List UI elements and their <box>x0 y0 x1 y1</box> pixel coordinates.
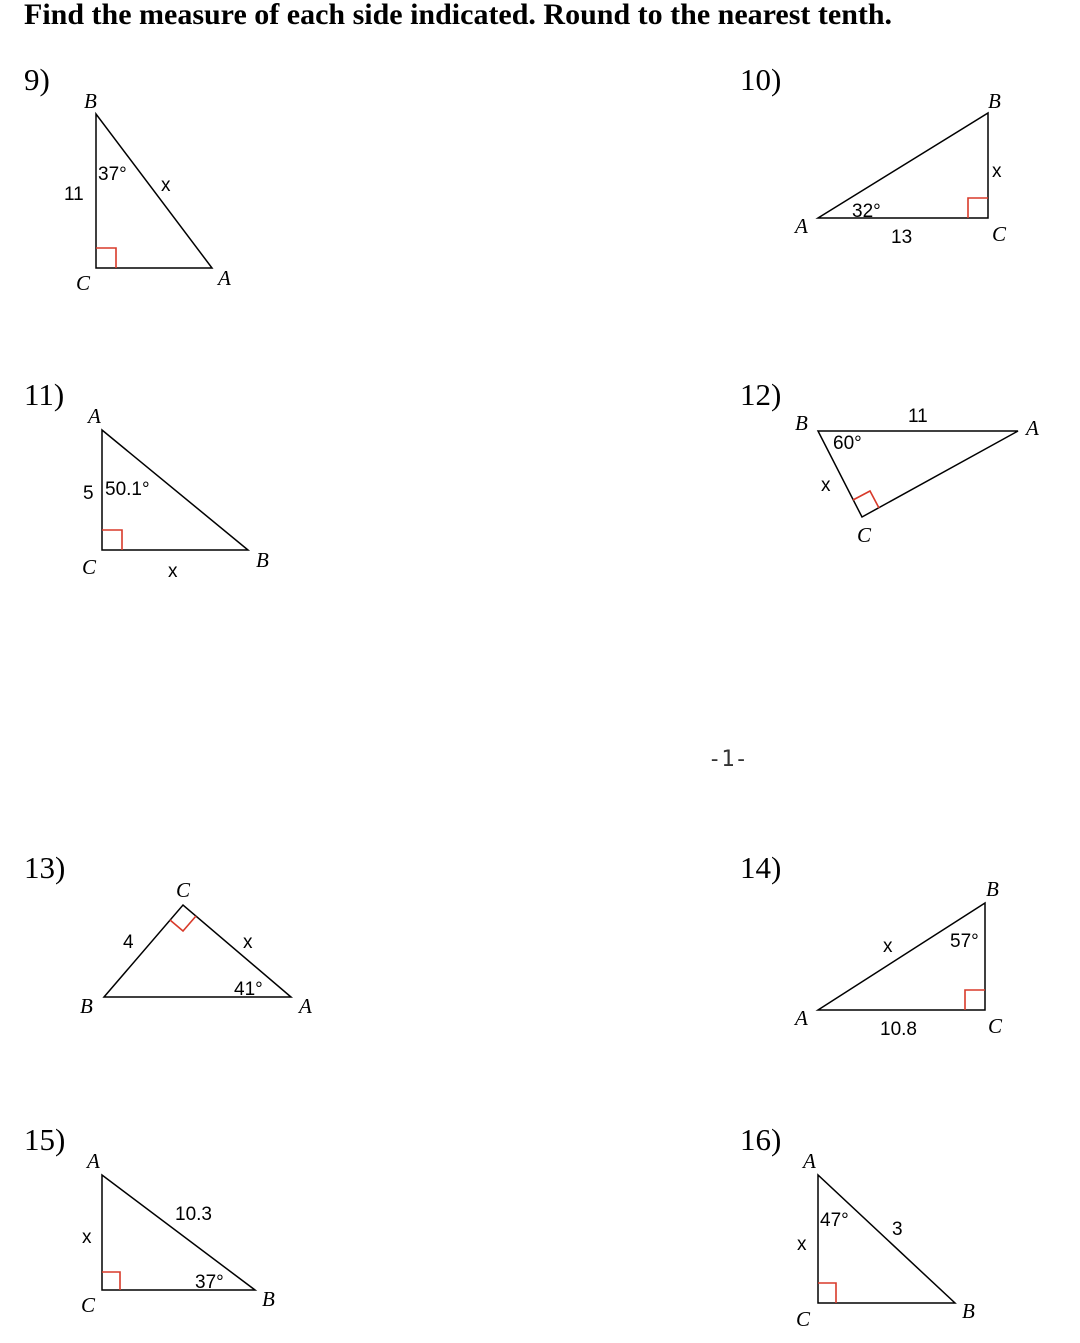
vertex-label: B <box>256 548 269 572</box>
right-angle-marker <box>965 990 985 1010</box>
vertex-label: A <box>87 1149 100 1173</box>
vertex-label: A <box>803 1149 816 1173</box>
problem-16-number: 16) <box>740 1122 782 1157</box>
right-angle-marker <box>818 1283 836 1303</box>
triangle-11 <box>82 404 269 582</box>
vertex-label: A <box>795 214 808 238</box>
given-angle-label: 41° <box>234 979 263 1000</box>
unknown-side-label: x <box>992 161 1002 182</box>
vertex-label: A <box>218 266 231 290</box>
unknown-side-label: x <box>82 1227 92 1248</box>
triangle-14 <box>793 877 1003 1040</box>
given-angle-label: 37° <box>195 1272 224 1293</box>
right-angle-marker <box>170 916 196 931</box>
triangle-9-outline <box>96 114 212 268</box>
triangle-14-outline <box>818 903 985 1010</box>
triangle-15-outline <box>102 1175 255 1290</box>
triangle-9 <box>64 89 231 295</box>
vertex-label: B <box>795 411 808 435</box>
vertex-label: C <box>988 1014 1003 1038</box>
given-angle-label: 57° <box>950 931 979 952</box>
instructions-heading: Find the measure of each side indicated. Round to the nearest tenth. <box>24 0 893 31</box>
vertex-label: A <box>1026 416 1039 440</box>
right-angle-marker <box>968 198 988 218</box>
problem-13-number: 13) <box>24 850 66 885</box>
vertex-label: B <box>988 89 1001 113</box>
vertex-label: B <box>80 994 93 1018</box>
triangle-10-outline <box>818 113 988 218</box>
given-side-label: 13 <box>891 227 913 248</box>
vertex-label: C <box>176 878 191 902</box>
given-side-label: 11 <box>908 406 928 427</box>
problem-10-number: 10) <box>740 62 782 97</box>
triangle-15 <box>81 1149 275 1317</box>
triangle-10 <box>793 89 1007 248</box>
right-angle-marker <box>102 1272 120 1290</box>
right-angle-marker <box>102 530 122 550</box>
right-angle-marker <box>96 248 116 268</box>
given-side-label: 10.3 <box>175 1204 212 1225</box>
vertex-label: C <box>992 222 1007 246</box>
given-side-label: 5 <box>83 483 94 504</box>
vertex-label: A <box>299 994 312 1018</box>
unknown-side-label: x <box>161 175 171 196</box>
vertex-label: C <box>81 1293 96 1317</box>
given-angle-label: 37° <box>98 164 127 185</box>
triangle-16 <box>796 1149 975 1331</box>
given-angle-label: 60° <box>833 433 862 454</box>
vertex-label: B <box>986 877 999 901</box>
vertex-label: C <box>796 1307 811 1331</box>
vertex-label: B <box>262 1287 275 1311</box>
vertex-label: B <box>84 89 97 113</box>
unknown-side-label: x <box>821 475 831 496</box>
given-side-label: 10.8 <box>880 1019 917 1040</box>
unknown-side-label: x <box>168 561 178 582</box>
given-side-label: 3 <box>892 1219 903 1240</box>
vertex-label: C <box>857 523 872 547</box>
vertex-label: C <box>82 555 97 579</box>
problem-15-number: 15) <box>24 1122 66 1157</box>
triangle-13 <box>80 878 312 1018</box>
given-side-label: 4 <box>123 932 134 953</box>
problem-14-number: 14) <box>740 850 782 885</box>
given-angle-label: 50.1° <box>105 479 150 500</box>
page-number: -1- <box>708 747 748 772</box>
unknown-side-label: x <box>797 1234 807 1255</box>
unknown-side-label: x <box>883 936 893 957</box>
triangle-12 <box>795 406 1039 547</box>
vertex-label: A <box>795 1006 808 1030</box>
given-angle-label: 47° <box>820 1210 849 1231</box>
problem-11-number: 11) <box>24 377 65 412</box>
unknown-side-label: x <box>243 932 253 953</box>
vertex-label: B <box>962 1299 975 1323</box>
problem-12-number: 12) <box>740 377 782 412</box>
given-side-label: 11 <box>64 184 84 205</box>
problem-9-number: 9) <box>24 62 50 97</box>
given-angle-label: 32° <box>852 201 881 222</box>
vertex-label: C <box>76 271 91 295</box>
vertex-label: A <box>88 404 101 428</box>
triangle-16-outline <box>818 1175 955 1303</box>
